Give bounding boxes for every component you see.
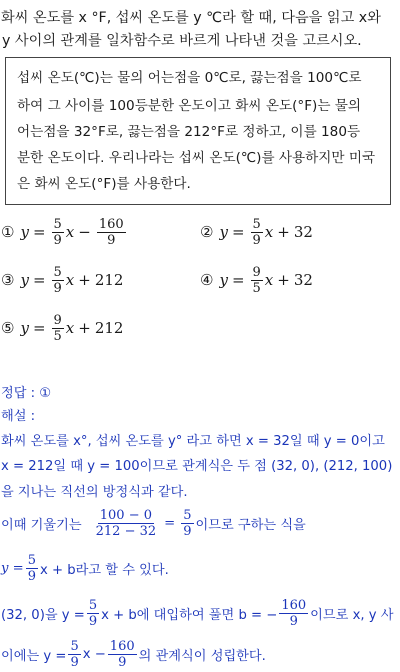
choice-operator: + bbox=[277, 223, 290, 241]
choice-equals: = bbox=[32, 271, 46, 289]
choice-operator: − bbox=[78, 223, 91, 241]
choice-number: ⑤ bbox=[1, 319, 15, 337]
explanation-line-6: (32, 0)을 y = $\frac{5}{9}$ x + b에 대입하여 풀면 b = − $\frac{160}{9}$ 이므로 x, y 사 bbox=[1, 597, 394, 629]
slope-fraction: $\frac{100 - 0}{212 - 32}$ bbox=[95, 507, 157, 539]
choice-variable: x bbox=[65, 223, 75, 241]
question-line-1: 화씨 온도를 x °F, 섭씨 온도를 y ℃라 할 때, 다음을 읽고 x와 bbox=[1, 10, 381, 26]
passage-line-5: 은 화씨 온도(°F)를 사용한다. bbox=[17, 176, 191, 192]
coefficient-fraction: $\frac{5}{9}$ bbox=[27, 552, 36, 584]
passage-line-3: 어는점을 32°F로, 끓는점을 212°F로 정하고, 이를 180등 bbox=[17, 124, 361, 140]
choice-operator: + bbox=[78, 271, 91, 289]
answer-label: 정답 : ① bbox=[1, 386, 52, 401]
choice-5[interactable] bbox=[1, 308, 123, 348]
choice-4[interactable] bbox=[200, 260, 313, 300]
passage-line-1: 섭씨 온도(℃)는 물의 어는점을 0℃로, 끓는점을 100℃로 bbox=[17, 70, 362, 86]
choice-equals: = bbox=[231, 223, 245, 241]
choice-constant: $\frac{160}{9}$ bbox=[98, 216, 124, 248]
choice-equals: = bbox=[231, 271, 245, 289]
choice-lhs: y bbox=[219, 223, 228, 241]
choice-number: ③ bbox=[1, 271, 15, 289]
intercept-fraction: $\frac{160}{9}$ bbox=[281, 597, 307, 629]
explanation-line-5: y = $\frac{5}{9}$ x + b라고 할 수 있다. bbox=[1, 552, 169, 584]
choice-2[interactable] bbox=[200, 212, 313, 252]
choice-coefficient: $\frac{5}{9}$ bbox=[53, 216, 62, 248]
choice-constant: 32 bbox=[293, 271, 313, 289]
choice-coefficient: $\frac{5}{9}$ bbox=[53, 264, 62, 296]
explanation-line-2: x = 212일 때 y = 100이므로 관계식은 두 점 (32, 0), (212, 100) bbox=[1, 459, 393, 474]
question-line-2: y 사이의 관계를 일차함수로 바르게 나타낸 것을 고르시오. bbox=[2, 33, 362, 49]
explanation-line-1: 화씨 온도를 x°, 섭씨 온도를 y° 라고 하면 x = 32일 때 y = 0이고 bbox=[1, 434, 385, 449]
choice-variable: x bbox=[65, 271, 75, 289]
choice-variable: x bbox=[65, 319, 75, 337]
choice-constant: 212 bbox=[94, 271, 124, 289]
explanation-line-7: 이에는 y = $\frac{5}{9}$ x − $\frac{160}{9}$ 의 관계식이 성립한다. bbox=[1, 638, 266, 670]
choice-constant: 212 bbox=[94, 319, 124, 337]
choice-1[interactable] bbox=[1, 212, 128, 252]
choice-3[interactable] bbox=[1, 260, 123, 300]
choice-coefficient: $\frac{9}{5}$ bbox=[252, 264, 261, 296]
choice-lhs: y bbox=[20, 319, 29, 337]
choice-coefficient: $\frac{9}{5}$ bbox=[53, 312, 62, 344]
explanation-label: 해설 : bbox=[1, 409, 36, 424]
choice-lhs: y bbox=[20, 271, 29, 289]
explanation-line-4: 이때 기울기는 $\frac{100 - 0}{212 - 32}$ = $\frac{5}{9}$ 이므로 구하는 식을 bbox=[1, 507, 306, 539]
choice-number: ④ bbox=[200, 271, 214, 289]
coefficient-fraction: $\frac{5}{9}$ bbox=[70, 638, 79, 670]
choice-constant: 32 bbox=[293, 223, 313, 241]
choice-coefficient: $\frac{5}{9}$ bbox=[252, 216, 261, 248]
explanation-line-3: 을 지나는 직선의 방정식과 같다. bbox=[1, 485, 188, 500]
passage-box bbox=[5, 57, 391, 205]
choice-operator: + bbox=[277, 271, 290, 289]
intercept-fraction: $\frac{160}{9}$ bbox=[109, 638, 135, 670]
slope-result-fraction: $\frac{5}{9}$ bbox=[183, 507, 192, 539]
choice-number: ② bbox=[200, 223, 214, 241]
choice-variable: x bbox=[264, 271, 274, 289]
coefficient-fraction: $\frac{5}{9}$ bbox=[88, 597, 98, 629]
choice-operator: + bbox=[78, 319, 91, 337]
passage-line-2: 하여 그 사이를 100등분한 온도이고 화씨 온도(°F)는 물의 bbox=[17, 98, 362, 114]
passage-line-4: 분한 온도이다. 우리나라는 섭씨 온도(℃)를 사용하지만 미국 bbox=[17, 150, 376, 166]
choice-number: ① bbox=[1, 223, 15, 241]
choice-lhs: y bbox=[219, 271, 228, 289]
choice-variable: x bbox=[264, 223, 274, 241]
choice-equals: = bbox=[32, 319, 46, 337]
choice-lhs: y bbox=[20, 223, 29, 241]
choice-equals: = bbox=[32, 223, 46, 241]
